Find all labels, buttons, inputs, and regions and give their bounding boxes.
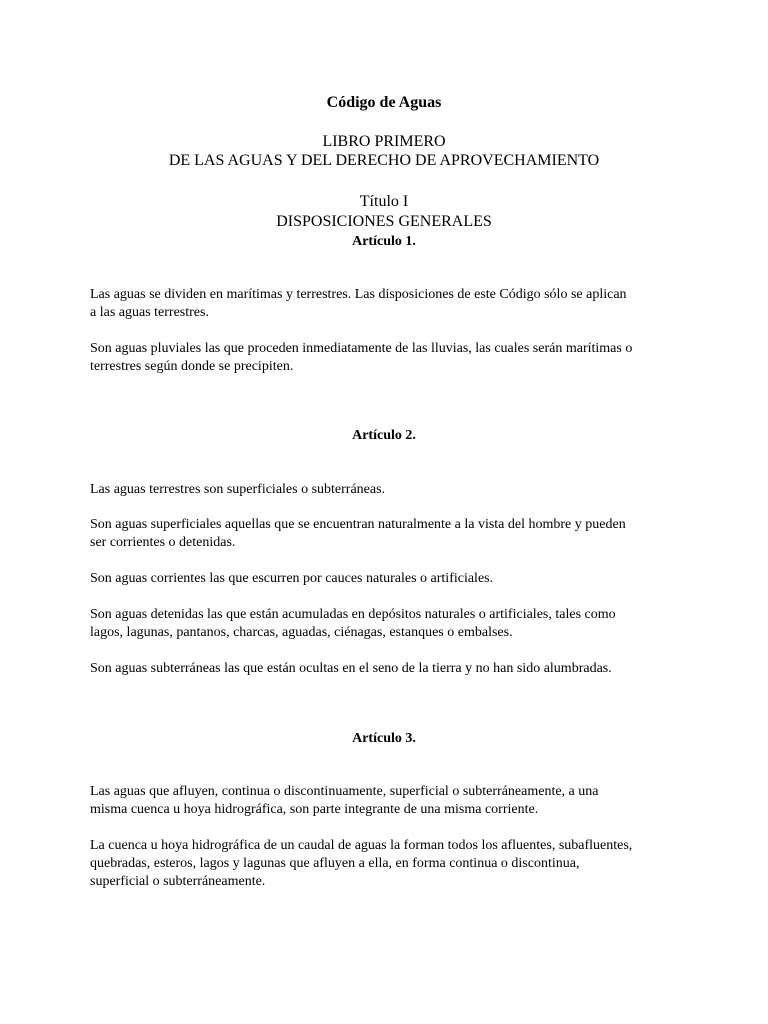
article-1-paragraph-1 <box>90 286 690 322</box>
paragraph-line: Las aguas que afluyen, continua o discontinuamente, superficial o subterráneamente, a una <box>90 784 599 799</box>
article-2-paragraph-4 <box>90 606 690 642</box>
paragraph-line: misma cuenca u hoya hidrográfica, son parte integrante de una misma corriente. <box>90 802 539 817</box>
paragraph-line: superficial o subterráneamente. <box>90 874 266 889</box>
article-2-heading: Artículo 2. <box>352 428 416 443</box>
section-title-label: Título I <box>359 193 409 210</box>
paragraph-line: ser corrientes o detenidas. <box>90 535 236 550</box>
paragraph-line: lagos, lagunas, pantanos, charcas, aguadas, ciénagas, estanques o embalses. <box>90 625 513 640</box>
article-3-heading: Artículo 3. <box>352 731 416 746</box>
article-1-heading: Artículo 1. <box>352 234 416 249</box>
paragraph-line: Las aguas se dividen en marítimas y terrestres. Las disposiciones de este Código sólo se aplican <box>90 287 627 302</box>
paragraph-line: Son aguas superficiales aquellas que se encuentran naturalmente a la vista del hombre y pueden <box>90 517 626 532</box>
book-label: LIBRO PRIMERO <box>322 133 446 150</box>
paragraph-line: Son aguas pluviales las que proceden inmediatamente de las lluvias, las cuales serán marítimas o <box>90 341 633 356</box>
paragraph-line: a las aguas terrestres. <box>90 305 209 320</box>
document-title: Código de Aguas <box>326 94 442 111</box>
article-2-paragraph-5 <box>90 660 690 678</box>
article-2-paragraph-1 <box>90 481 690 499</box>
paragraph-line: terrestres según donde se precipiten. <box>90 359 294 374</box>
book-name: DE LAS AGUAS Y DEL DERECHO DE APROVECHAMIENTO <box>168 152 600 169</box>
paragraph-line: Son aguas corrientes las que escurren por cauces naturales o artificiales. <box>90 571 494 586</box>
article-1-paragraph-2 <box>90 340 690 376</box>
paragraph-line: Son aguas detenidas las que están acumuladas en depósitos naturales o artificiales, tales como <box>90 607 616 622</box>
paragraph-line: La cuenca u hoya hidrográfica de un caudal de aguas la forman todos los afluentes, subafluentes, <box>90 838 633 853</box>
section-title-name: DISPOSICIONES GENERALES <box>276 213 492 230</box>
article-3-paragraph-1 <box>90 783 690 819</box>
article-2-paragraph-2 <box>90 516 690 552</box>
paragraph-line: Son aguas subterráneas las que están ocultas en el seno de la tierra y no han sido alumbradas. <box>90 661 612 676</box>
paragraph-line: Las aguas terrestres son superficiales o subterráneas. <box>90 482 386 497</box>
article-2-paragraph-3 <box>90 570 690 588</box>
article-3-paragraph-2 <box>90 837 690 891</box>
paragraph-line: quebradas, esteros, lagos y lagunas que afluyen a ella, en forma continua o discontinua, <box>90 856 580 871</box>
